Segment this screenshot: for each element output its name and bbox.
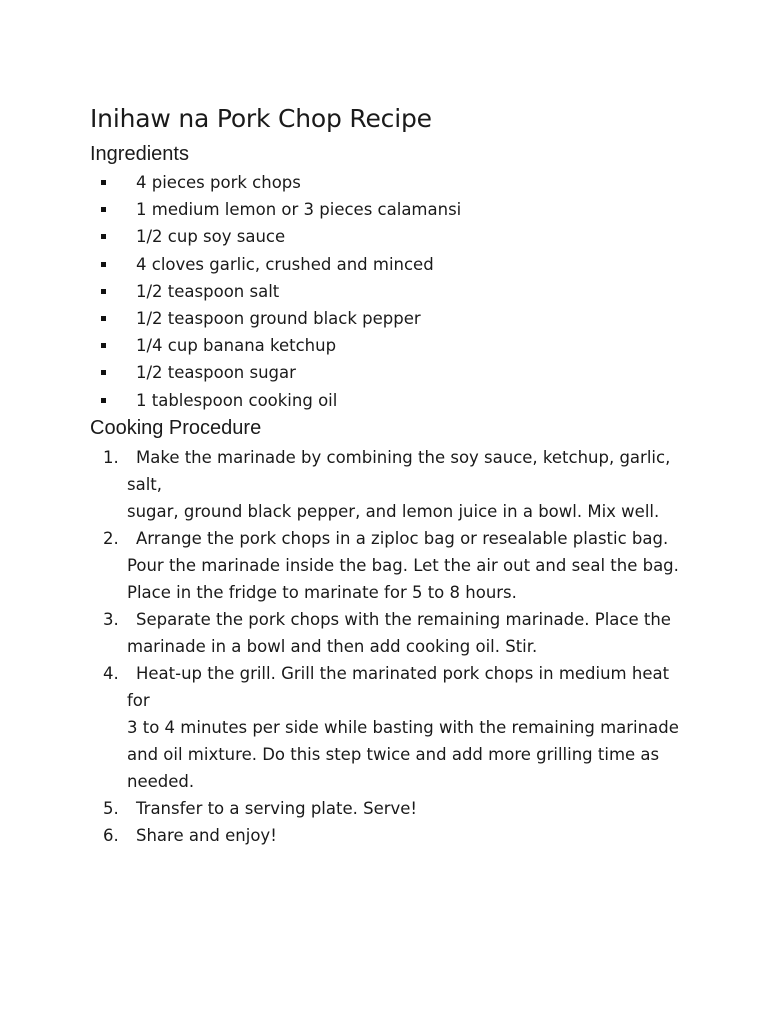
- square-bullet-icon: [101, 370, 106, 375]
- step-number: 5.: [103, 799, 119, 818]
- step-text: [127, 606, 687, 660]
- procedure-step: [0, 660, 687, 795]
- ingredient-text: 1 tablespoon cooking oil: [136, 390, 338, 410]
- ingredients-heading: Ingredients: [90, 143, 189, 165]
- step-text: [127, 660, 687, 795]
- step-line: 3 to 4 minutes per side while basting with the remaining marinade: [127, 718, 679, 737]
- square-bullet-icon: [101, 262, 106, 267]
- step-number: 6.: [103, 826, 119, 845]
- step-line: Heat-up the grill. Grill the marinated pork chops in medium heat for: [127, 664, 670, 710]
- step-line: marinade in a bowl and then add cooking oil. Stir.: [127, 637, 538, 656]
- step-line: Separate the pork chops with the remaining marinade. Place the: [136, 610, 671, 629]
- step-text: [127, 525, 687, 606]
- square-bullet-icon: [101, 234, 106, 239]
- cooking-procedure-heading: Cooking Procedure: [90, 417, 262, 439]
- step-line: Make the marinade by combining the soy sauce, ketchup, garlic, salt,: [127, 448, 671, 494]
- ingredient-text: 1/2 teaspoon salt: [136, 281, 280, 301]
- step-line: Place in the fridge to marinate for 5 to 8 hours.: [127, 583, 517, 602]
- ingredient-text: 4 pieces pork chops: [136, 173, 301, 192]
- step-line: and oil mixture. Do this step twice and add more grilling time as: [127, 745, 660, 764]
- ingredient-text: 1 medium lemon or 3 pieces calamansi: [136, 200, 462, 220]
- square-bullet-icon: [101, 316, 106, 321]
- square-bullet-icon: [101, 398, 106, 403]
- ingredient-text: 4 cloves garlic, crushed and minced: [136, 254, 434, 274]
- square-bullet-icon: [101, 180, 106, 185]
- step-number: 3.: [103, 610, 119, 629]
- step-line: sugar, ground black pepper, and lemon juice in a bowl. Mix well.: [127, 502, 660, 521]
- square-bullet-icon: [101, 207, 106, 212]
- ingredient-text: 1/4 cup banana ketchup: [136, 336, 337, 356]
- step-line: Share and enjoy!: [136, 826, 277, 845]
- page-title: Inihaw na Pork Chop Recipe: [90, 104, 432, 133]
- square-bullet-icon: [101, 343, 106, 348]
- step-line: Pour the marinade inside the bag. Let the air out and seal the bag.: [127, 556, 679, 575]
- square-bullet-icon: [101, 289, 106, 294]
- step-text: [127, 795, 687, 822]
- step-text: [127, 444, 687, 525]
- procedure-step: [0, 795, 687, 822]
- step-number: 2.: [103, 529, 119, 548]
- step-text: [127, 822, 687, 849]
- procedure-step: [0, 444, 687, 525]
- step-number: 4.: [103, 664, 119, 683]
- step-line: Arrange the pork chops in a ziploc bag or resealable plastic bag.: [136, 529, 669, 548]
- procedure-step: [0, 606, 687, 660]
- procedure-list: [0, 444, 687, 849]
- ingredient-text: 1/2 teaspoon sugar: [136, 363, 296, 383]
- step-line: needed.: [127, 772, 195, 791]
- step-number: 1.: [103, 448, 119, 467]
- step-line: Transfer to a serving plate. Serve!: [136, 799, 418, 818]
- procedure-step: [0, 822, 687, 849]
- ingredient-text: 1/2 cup soy sauce: [136, 227, 286, 247]
- ingredient-text: 1/2 teaspoon ground black pepper: [136, 308, 421, 328]
- procedure-step: [0, 525, 687, 606]
